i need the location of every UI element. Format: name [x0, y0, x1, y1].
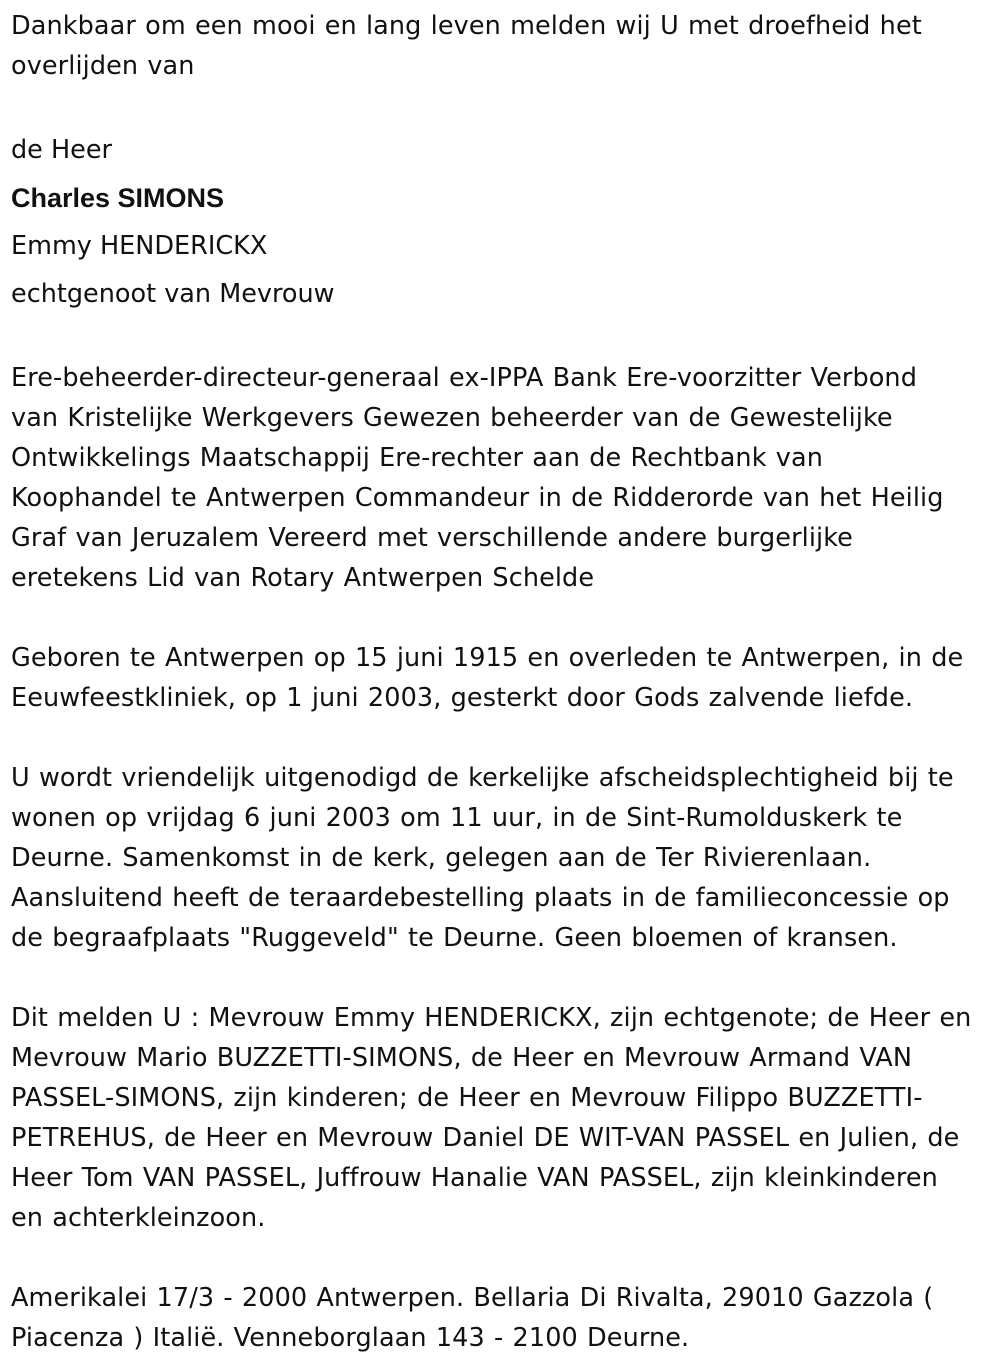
family-line: Mevrouw Mario BUZZETTI-SIMONS, de Heer en Mevrouw Armand VAN	[11, 1043, 913, 1073]
ceremony-line: Deurne. Samenkomst in de kerk, gelegen aan de Ter Rivierenlaan.	[11, 843, 872, 873]
titles-line: van Kristelijke Werkgevers Gewezen beheerder van de Gewestelijke	[11, 403, 893, 433]
intro-line: Dankbaar om een mooi en lang leven melden wij U met droefheid het	[11, 11, 922, 41]
spouse-name: Emmy HENDERICKX	[11, 231, 268, 261]
address-line: Amerikalei 17/3 - 2000 Antwerpen. Bellaria Di Rivalta, 29010 Gazzola (	[11, 1283, 934, 1313]
ceremony-paragraph	[11, 758, 996, 958]
spacer	[11, 86, 996, 126]
titles-paragraph	[11, 358, 996, 598]
intro-paragraph	[11, 6, 996, 86]
spacer	[11, 958, 996, 998]
family-line: Dit melden U : Mevrouw Emmy HENDERICKX, zijn echtgenote; de Heer en	[11, 1003, 972, 1033]
birth-death-line: Geboren te Antwerpen op 15 juni 1915 en overleden te Antwerpen, in de	[11, 643, 964, 673]
ceremony-line: de begraafplaats "Ruggeveld" te Deurne. Geen bloemen of kransen.	[11, 923, 898, 953]
titles-line: Ontwikkelings Maatschappij Ere-rechter aan de Rechtbank van	[11, 443, 823, 473]
family-paragraph	[11, 998, 996, 1238]
spacer	[11, 318, 996, 358]
birth-death-paragraph	[11, 638, 996, 718]
deceased-name: Charles SIMONS	[11, 183, 225, 213]
spouse-relation: echtgenoot van Mevrouw	[11, 279, 335, 309]
spacer	[11, 1238, 996, 1278]
ceremony-line: Aansluitend heeft de teraardebestelling plaats in de familieconcessie op	[11, 883, 950, 913]
ceremony-line: wonen op vrijdag 6 juni 2003 om 11 uur, in de Sint-Rumolduskerk te	[11, 803, 903, 833]
ceremony-line: U wordt vriendelijk uitgenodigd de kerkelijke afscheidsplechtigheid bij te	[11, 763, 954, 793]
titles-line: Graf van Jeruzalem Vereerd met verschillende andere burgerlijke	[11, 523, 853, 553]
obituary-document	[11, 6, 996, 1358]
titles-line: Koophandel te Antwerpen Commandeur in de Ridderorde van het Heilig	[11, 483, 944, 513]
birth-death-line: Eeuwfeestkliniek, op 1 juni 2003, gesterkt door Gods zalvende liefde.	[11, 683, 914, 713]
family-line: Heer Tom VAN PASSEL, Juffrouw Hanalie VAN PASSEL, zijn kleinkinderen	[11, 1163, 938, 1193]
family-line: PASSEL-SIMONS, zijn kinderen; de Heer en Mevrouw Filippo BUZZETTI-	[11, 1083, 923, 1113]
family-line: en achterkleinzoon.	[11, 1203, 266, 1233]
addresses-paragraph	[11, 1278, 996, 1358]
intro-line: overlijden van	[11, 51, 195, 81]
titles-line: Ere-beheerder-directeur-generaal ex-IPPA Bank Ere-voorzitter Verbond	[11, 363, 917, 393]
title-prefix: de Heer	[11, 135, 113, 165]
family-line: PETREHUS, de Heer en Mevrouw Daniel DE WIT-VAN PASSEL en Julien, de	[11, 1123, 960, 1153]
spacer	[11, 598, 996, 638]
address-line: Piacenza ) Italië. Venneborglaan 143 - 2100 Deurne.	[11, 1323, 690, 1353]
titles-line: eretekens Lid van Rotary Antwerpen Schelde	[11, 563, 595, 593]
spacer	[11, 718, 996, 758]
